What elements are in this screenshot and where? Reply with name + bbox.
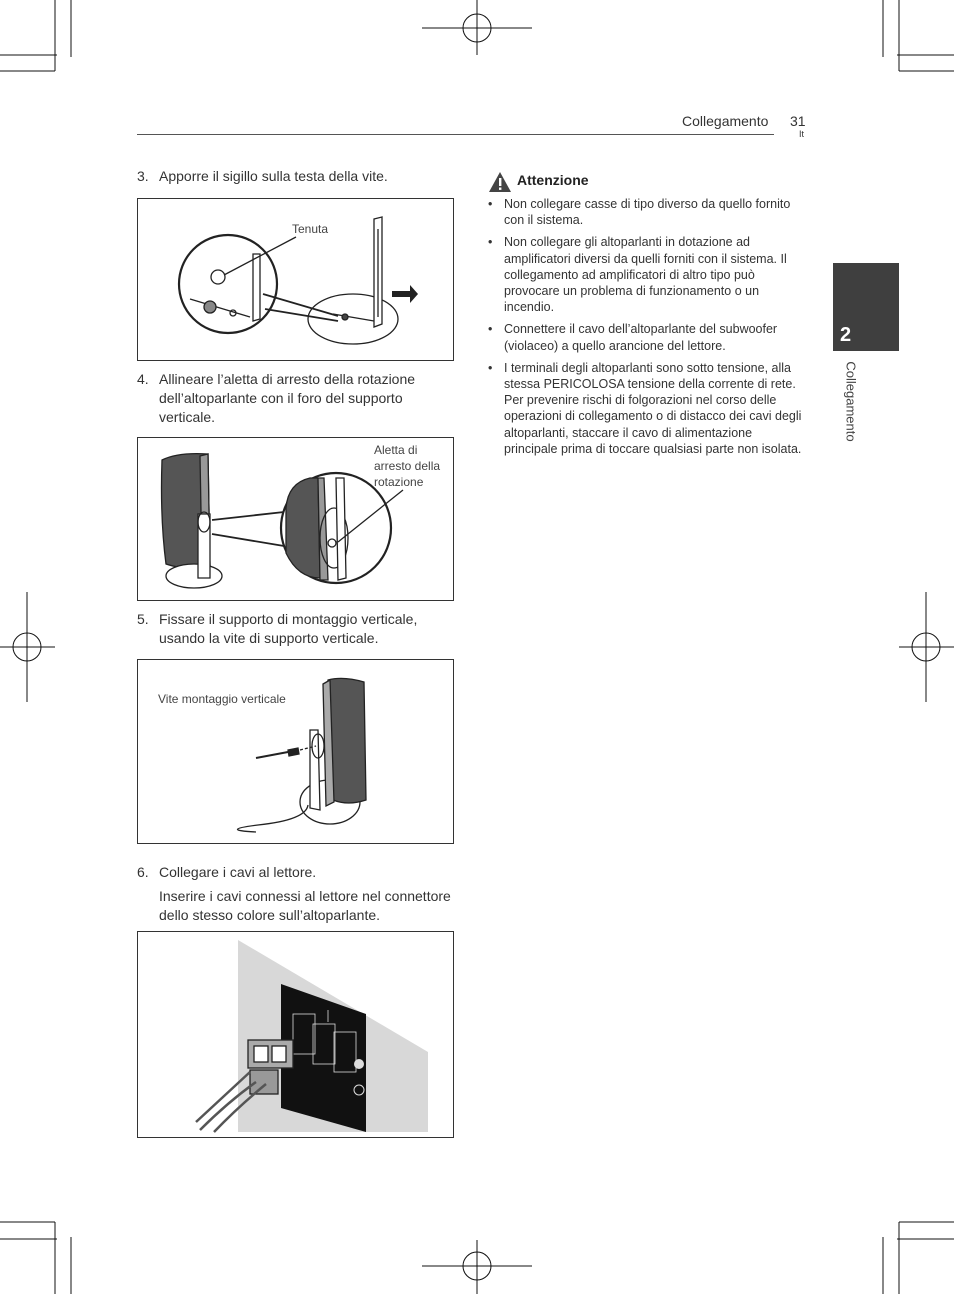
attention-list: [488, 196, 808, 463]
label-line: arresto della: [374, 459, 441, 473]
header-language: It: [799, 129, 805, 139]
step-3: [137, 167, 457, 186]
list-item: • Non collegare gli altoparlanti in dotazione ad amplificatori diversi da quelli forniti con il sistema. Il collegamento ad amplificatori di altro tipo può provocare un problema di funzionamento o un incendio.: [488, 235, 787, 315]
label-line: rotazione: [374, 475, 424, 489]
header-rule: [137, 134, 774, 135]
step-number: 3.: [137, 168, 149, 184]
step-text: Fissare il supporto di montaggio verticale, usando la vite di supporto verticale.: [159, 611, 418, 646]
label-mounting-screw: Vite montaggio verticale: [158, 692, 286, 706]
bullet-text: Non collegare gli altoparlanti in dotazione ad amplificatori diversi da quelli forniti con il sistema. Il collegamento ad amplificatori di altro tipo può provocare un problema di funzionamento o un incendio.: [504, 235, 787, 315]
mounting-screw-illustration: [138, 660, 453, 843]
step-number: 6.: [137, 864, 149, 880]
label-line: Aletta di: [374, 443, 418, 457]
bullet-text: I terminali degli altoparlanti sono sotto tensione, alla stessa PERICOLOSA tensione della corrente di rete. Per prevenire rischi di folgorazioni nel corso delle operazioni di collegamento o di distacco dei cavi degli altoparlanti, staccare il cavo di alimentazione principale prima di toccare qualsiasi parte non isolata.: [504, 360, 802, 456]
step-number: 4.: [137, 371, 149, 387]
chapter-number: 2: [840, 324, 852, 346]
list-item: • Connettere il cavo dell’altoparlante del subwoofer (violaceo) a quello arancione del lettore.: [488, 322, 778, 353]
header-section-title: Collegamento: [682, 113, 769, 129]
step-subtext: Inserire i cavi connessi al lettore nel connettore dello stesso colore sull’altoparlante.: [159, 888, 451, 923]
bullet-text: Connettere il cavo dell’altoparlante del subwoofer (violaceo) a quello arancione del lettore.: [504, 322, 778, 353]
step-6: [137, 863, 457, 925]
chapter-tab-label: Collegamento: [843, 361, 859, 442]
figure-rotation-stop: [137, 437, 454, 601]
step-text: Apporre il sigillo sulla testa della vite.: [159, 168, 388, 184]
label-tenuta: Tenuta: [292, 222, 329, 236]
step-number: 5.: [137, 611, 149, 627]
attention-title: Attenzione: [517, 172, 589, 188]
figure-seal-screw: [137, 198, 454, 361]
step-text: Collegare i cavi al lettore.: [159, 864, 317, 880]
step-5: [137, 610, 457, 648]
step-4: [137, 370, 457, 427]
step-text: Allineare l’aletta di arresto della rotazione dell’altoparlante con il foro del supporto verticale.: [159, 371, 416, 425]
header-page-number: 31: [790, 113, 806, 129]
list-item: • Non collegare casse di tipo diverso da quello fornito con il sistema.: [488, 197, 791, 228]
list-item: • I terminali degli altoparlanti sono sotto tensione, alla stessa PERICOLOSA tensione della corrente di rete. Per prevenire rischi di folgorazioni nel corso delle operazioni di collegamento o di distacco dei cavi degli altoparlanti, staccare il cavo di alimentazione principale prima di toccare qualsiasi parte non isolata.: [488, 360, 802, 456]
figure-speaker-terminals: [137, 931, 454, 1138]
speaker-terminals-illustration: [138, 932, 453, 1137]
figure-mounting-screw: [137, 659, 454, 844]
warning-icon: [488, 171, 512, 193]
bullet-text: Non collegare casse di tipo diverso da quello fornito con il sistema.: [504, 197, 791, 228]
label-rotation-stop: [374, 442, 440, 490]
